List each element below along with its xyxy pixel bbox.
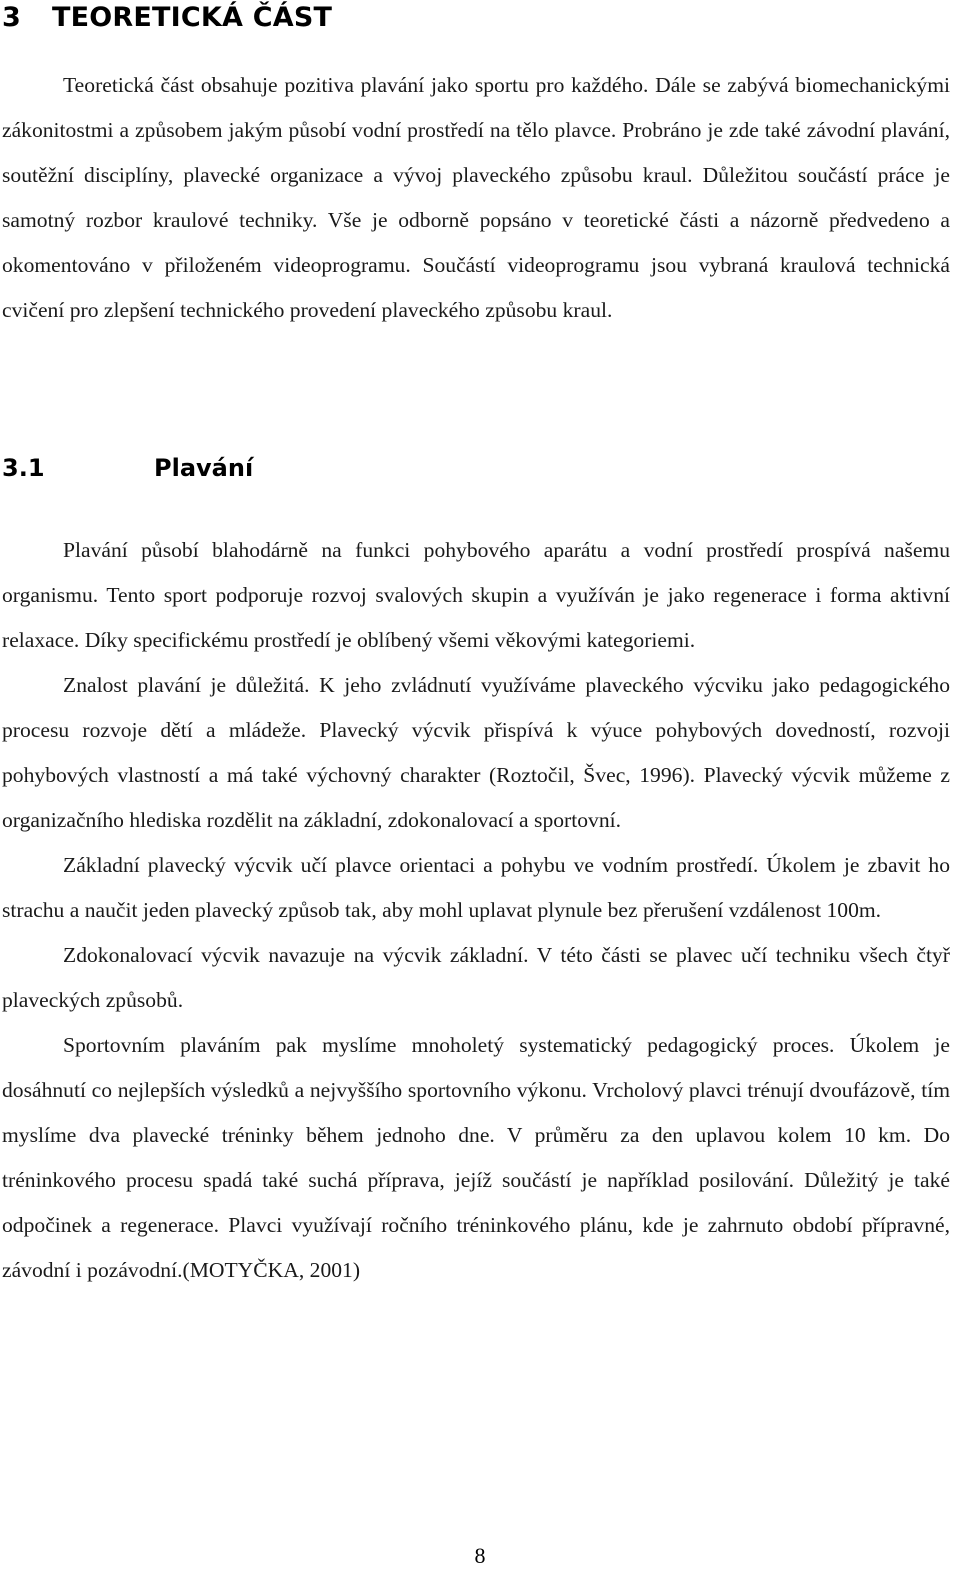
page-number: 8 [474, 1543, 486, 1568]
paragraph: Sportovním plaváním pak myslíme mnoholetý systematický pedagogický proces. Úkolem je dosáhnutí co nejlepších výsledků a nejvyššího sportovního výkonu. Vrcholový plavci trénují dvoufázově, tím myslíme dva plavecké tréninky během jednoho dne. V průměru za den uplavou kolem 10 km. Do tréninkového procesu spadá také suchá příprava, jejíž součástí je například posilování. Důležitý je také odpočinek a regenerace. Plavci využívají ročního tréninkového plánu, kde je zahrnuto období přípravné, závodní i pozávodní.(MOTYČKA, 2001) [2, 1033, 950, 1282]
chapter-heading [2, 0, 332, 38]
section-body [2, 528, 950, 1293]
chapter-number: 3 [2, 2, 21, 33]
paragraph: Znalost plavání je důležitá. K jeho zvládnutí využíváme plaveckého výcviku jako pedagogického procesu rozvoje dětí a mládeže. Plavecký výcvik přispívá k výuce pohybových dovedností, rozvoji pohybových vlastností a má také výchovný charakter (Roztočil, Švec, 1996). Plavecký výcvik můžeme z organizačního hlediska rozdělit na základní, zdokonalovací a sportovní. [2, 673, 950, 832]
paragraph: Základní plavecký výcvik učí plavce orientaci a pohybu ve vodním prostředí. Úkolem je zbavit ho strachu a naučit jeden plavecký způsob tak, aby mohl uplavat plynule bez přerušení vzdálenost 100m. [2, 853, 950, 922]
chapter-title: TEORETICKÁ ČÁST [52, 2, 333, 33]
paragraph: Teoretická část obsahuje pozitiva plavání jako sportu pro každého. Dále se zabývá biomechanickými zákonitostmi a způsobem jakým působí vodní prostředí na tělo plavce. Probráno je zde také závodní plavání, soutěžní disciplíny, plavecké organizace a vývoj plaveckého způsobu kraul. Důležitou součástí práce je samotný rozbor kraulové techniky. Vše je odborně popsáno v teoretické části a názorně předvedeno a okomentováno v přiloženém videoprogramu. Součástí videoprogramu jsou vybraná kraulová technická cvičení pro zlepšení technického provedení plaveckého způsobu kraul. [2, 73, 950, 322]
paragraph: Zdokonalovací výcvik navazuje na výcvik základní. V této části se plavec učí techniku všech čtyř plaveckých způsobů. [2, 943, 950, 1012]
paragraph: Plavání působí blahodárně na funkci pohybového aparátu a vodní prostředí prospívá našemu organismu. Tento sport podporuje rozvoj svalových skupin a využíván je jako regenerace i forma aktivní relaxace. Díky specifickému prostředí je oblíbený všemi věkovými kategoriemi. [2, 538, 950, 652]
section-title: Plavání [154, 454, 254, 482]
chapter-body [2, 63, 950, 333]
section-number: 3.1 [2, 454, 45, 482]
section-heading [2, 448, 253, 488]
